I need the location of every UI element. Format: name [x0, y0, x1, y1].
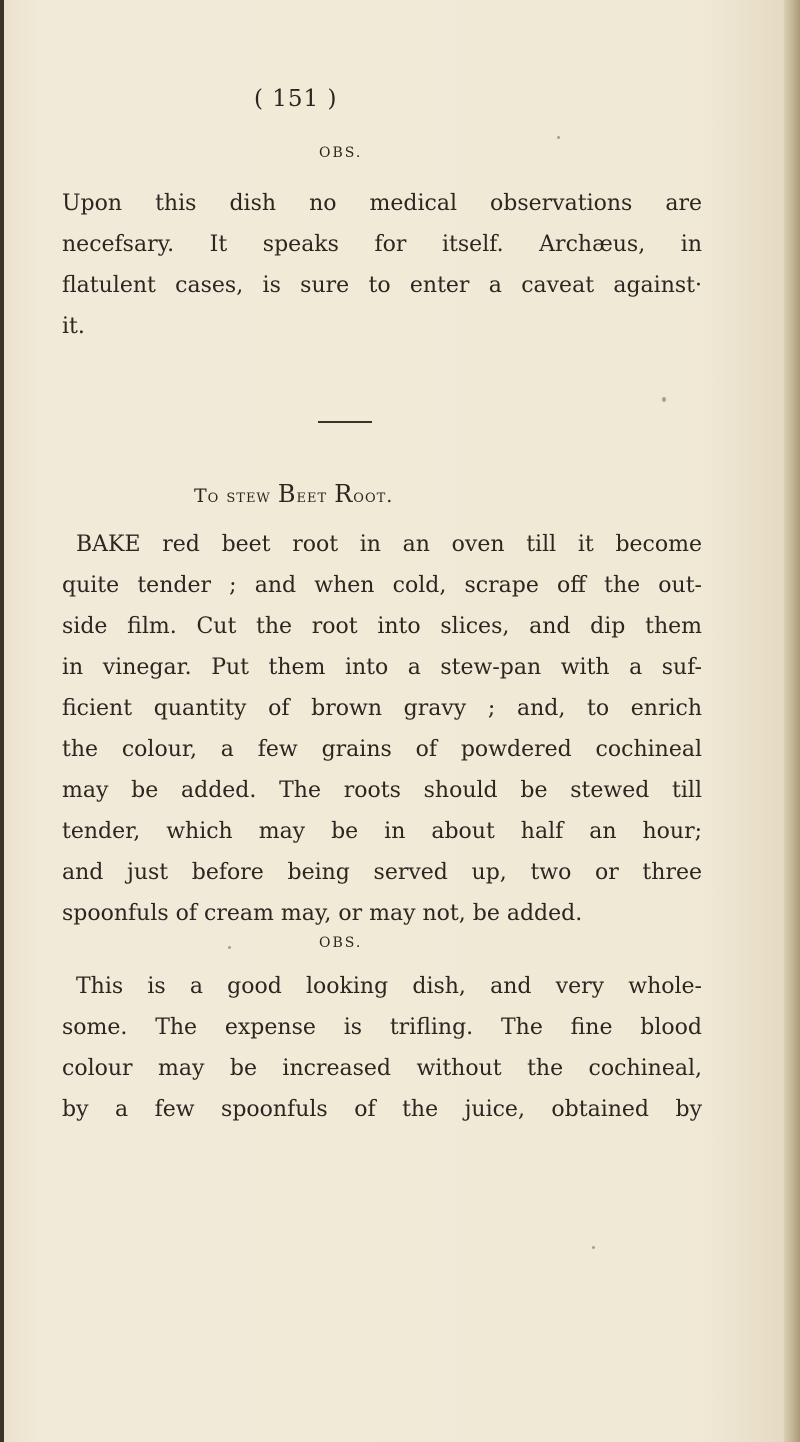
paragraph-2-line: tender, which may be in about half an hour; [62, 819, 702, 844]
obs-heading-2: OBS. [319, 935, 363, 951]
paragraph-1-line: Upon this dish no medical observations are [62, 191, 702, 216]
paragraph-2-line: side film. Cut the root into slices, and dip them [62, 614, 702, 639]
paragraph-2-line: and just before being served up, two or three [62, 860, 702, 885]
recipe-title-initial-1: B [277, 480, 297, 508]
paragraph-3-line: some. The expense is trifling. The fine blood [62, 1015, 702, 1040]
recipe-title-initial-2: R [334, 480, 354, 508]
section-divider [318, 421, 372, 423]
paragraph-3-line: by a few spoonfuls of the juice, obtained by [62, 1097, 702, 1122]
obs-heading-1: OBS. [319, 145, 363, 161]
paragraph-2-line: ficient quantity of brown gravy ; and, to enrich [62, 696, 702, 721]
paragraph-1-line: it. [62, 314, 85, 339]
paragraph-2-line: quite tender ; and when cold, scrape off the out- [62, 573, 702, 598]
recipe-title-rest-2: oot. [353, 485, 394, 507]
paper-speck [662, 397, 666, 402]
paper-speck [557, 136, 560, 139]
paper-speck [228, 946, 231, 949]
paper-speck [592, 1246, 595, 1249]
paragraph-2-line: spoonfuls of cream may, or may not, be added. [62, 901, 583, 926]
paragraph-2-line: BAKE red beet root in an oven till it become [76, 532, 702, 557]
paragraph-1-line: flatulent cases, is sure to enter a caveat against· [62, 273, 702, 298]
paragraph-2-line: may be added. The roots should be stewed till [62, 778, 702, 803]
recipe-title-prefix: To stew [194, 485, 271, 507]
page-number: ( 151 ) [254, 86, 338, 112]
paragraph-3-line: colour may be increased without the cochineal, [62, 1056, 702, 1081]
paragraph-2 [62, 524, 702, 934]
paragraph-3 [62, 966, 702, 1130]
recipe-title-rest-1: eet [296, 485, 328, 507]
paragraph-2-line: in vinegar. Put them into a stew-pan with a suf- [62, 655, 702, 680]
page-right-edge [784, 0, 800, 1442]
paragraph-2-line: the colour, a few grains of powdered cochineal [62, 737, 702, 762]
paragraph-1-line: necefsary. It speaks for itself. Archæus, in [62, 232, 702, 257]
recipe-title [194, 480, 393, 508]
paragraph-1 [62, 183, 702, 347]
paragraph-3-line: This is a good looking dish, and very whole- [76, 974, 702, 999]
page-left-border [0, 0, 4, 1442]
